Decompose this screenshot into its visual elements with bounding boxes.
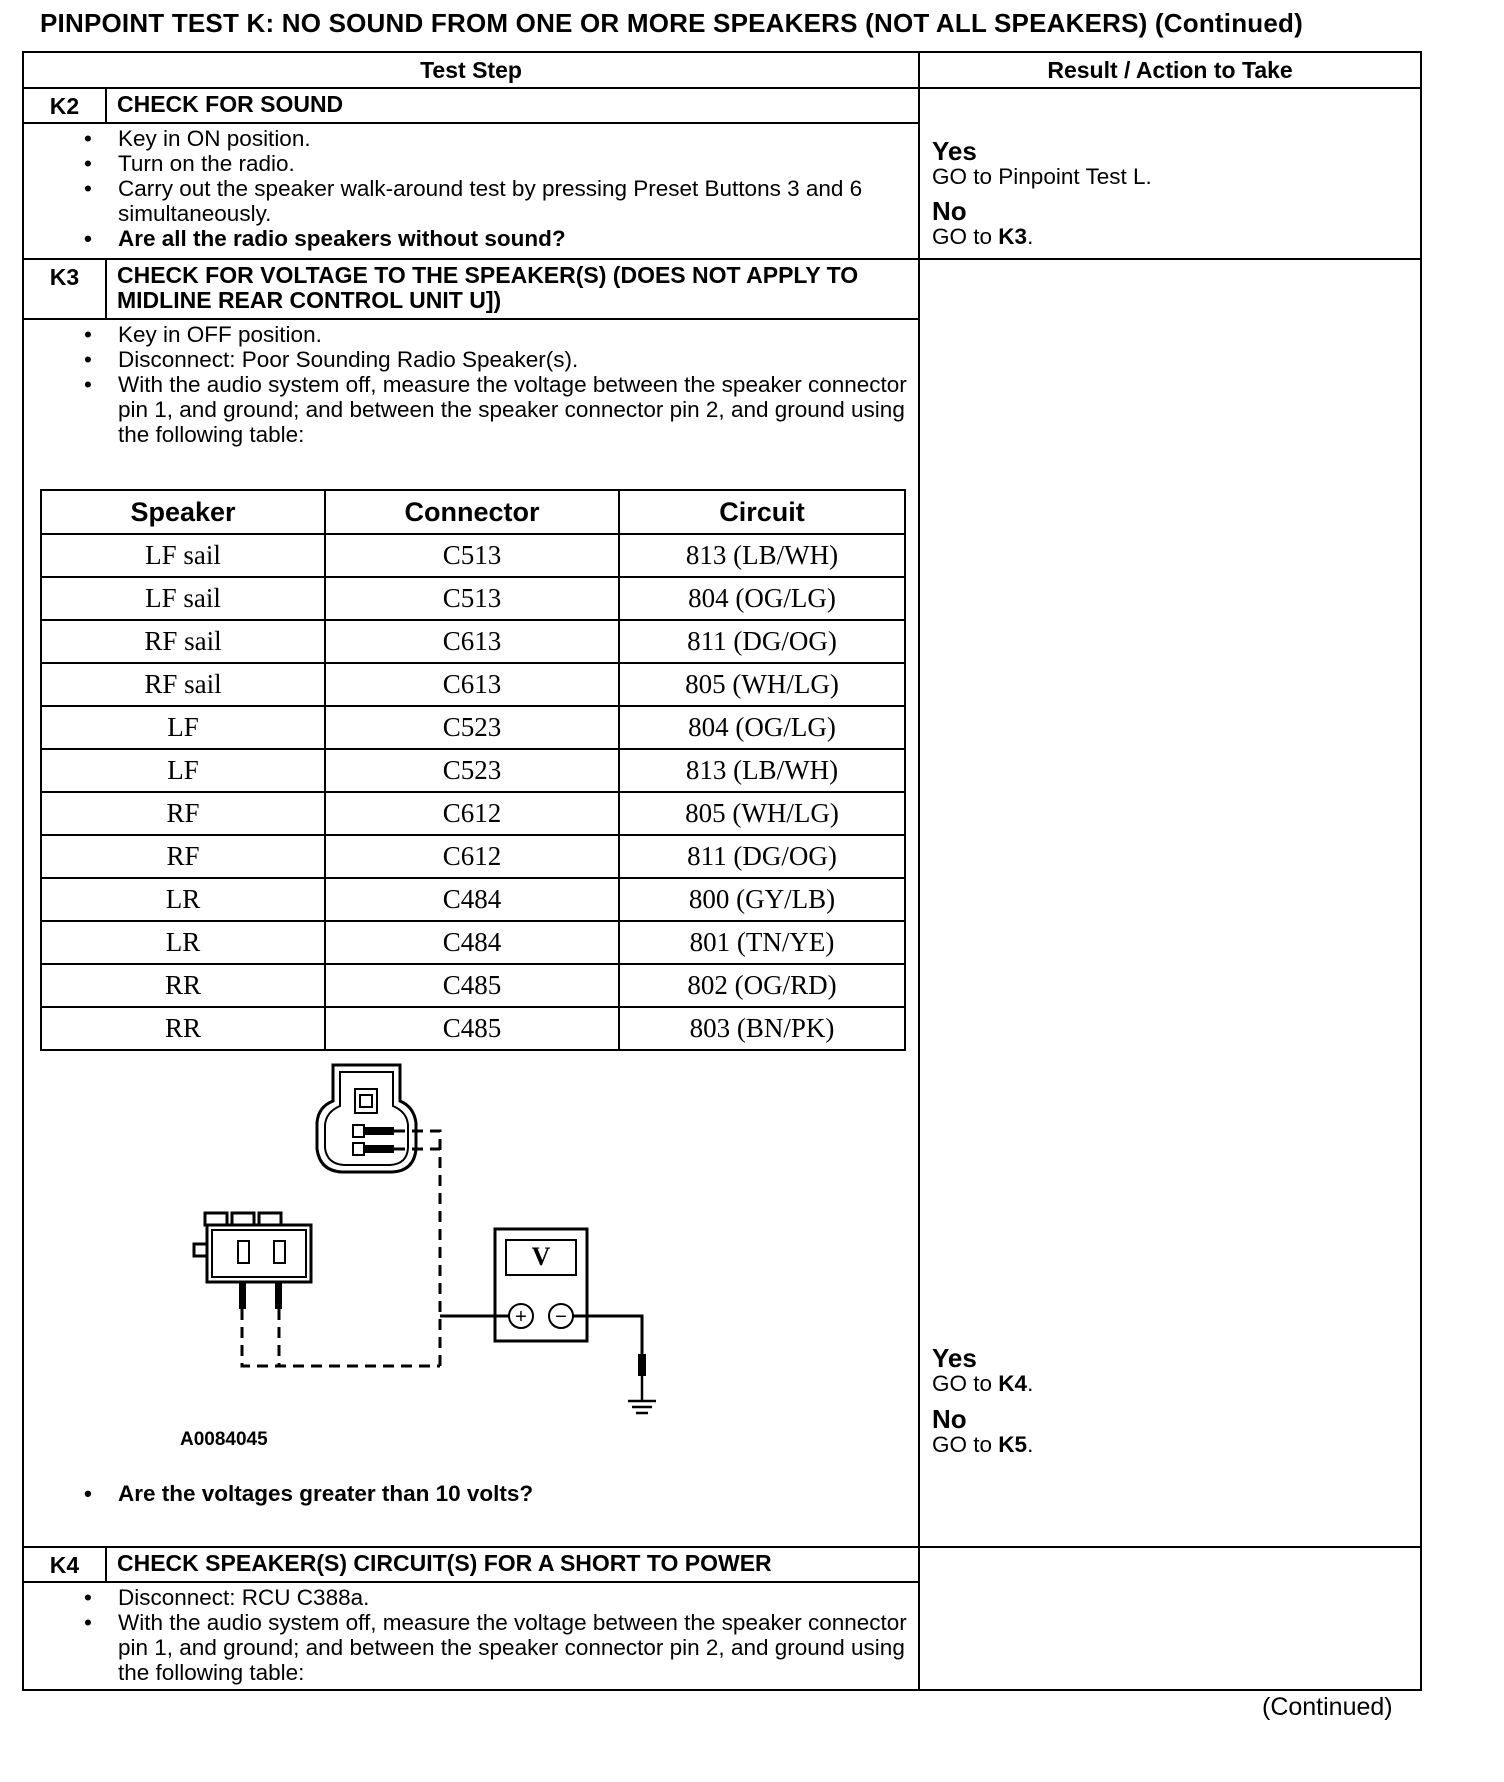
k3-no-block	[932, 1405, 1033, 1457]
k2-step-body	[23, 123, 919, 259]
connector-cell: C485	[325, 964, 619, 1007]
header-row	[23, 52, 1421, 88]
k3-result-cell	[919, 259, 1421, 1547]
k4-bullet-list	[24, 1585, 918, 1685]
speaker-column-header: Speaker	[41, 490, 325, 534]
figure-id: A0084045	[180, 1429, 268, 1450]
pinpoint-test-table	[22, 51, 1422, 1691]
speaker-connector-table	[40, 489, 906, 1051]
list-item: • Turn on the radio.	[118, 151, 918, 176]
list-item: • Key in OFF position.	[118, 322, 918, 347]
k2-no-action: GO to K3.	[932, 224, 1034, 249]
speaker-cell: RF	[41, 835, 325, 878]
table-row	[41, 964, 905, 1007]
voltage-measurement-diagram	[24, 1051, 918, 1481]
k3-title-row	[23, 259, 1421, 319]
ground-probe	[638, 1354, 646, 1376]
circuit-cell: 801 (TN/YE)	[619, 921, 905, 964]
continued-note: (Continued)	[1262, 1693, 1393, 1721]
k4-step-id: K4	[23, 1547, 106, 1582]
circuit-cell: 813 (LB/WH)	[619, 749, 905, 792]
list-item: • With the audio system off, measure the voltage between the speaker connector pin 1, and ground; and between the speaker connector pin 2, and ground using the following table:	[118, 1610, 918, 1685]
circuit-cell: 805 (WH/LG)	[619, 663, 905, 706]
table-row	[41, 1007, 905, 1050]
table-row	[41, 706, 905, 749]
k3-step-body	[23, 319, 919, 1547]
speaker-cell: LF	[41, 749, 325, 792]
circuit-cell: 804 (OG/LG)	[619, 706, 905, 749]
result-header: Result / Action to Take	[919, 52, 1421, 88]
k3-no-label: No	[932, 1404, 967, 1434]
circuit-column-header: Circuit	[619, 490, 905, 534]
table-row	[41, 878, 905, 921]
table-row	[41, 792, 905, 835]
speaker-cell: LR	[41, 921, 325, 964]
k3-question: • Are the voltages greater than 10 volts?	[118, 1481, 918, 1506]
plus-terminal: +	[515, 1306, 527, 1328]
connector-cell: C484	[325, 921, 619, 964]
page-title: PINPOINT TEST K: NO SOUND FROM ONE OR MORE SPEAKERS (NOT ALL SPEAKERS) (Continued)	[40, 8, 1303, 38]
speaker-connector-icon	[317, 1065, 416, 1172]
test-step-header: Test Step	[23, 52, 919, 88]
harness-connector-icon	[194, 1213, 311, 1282]
k2-step-id: K2	[23, 88, 106, 123]
connector-cell: C612	[325, 835, 619, 878]
k4-title-row	[23, 1547, 1421, 1582]
connector-cell: C523	[325, 749, 619, 792]
table-row	[41, 534, 905, 577]
table-row	[41, 749, 905, 792]
k2-bullet-list	[24, 126, 918, 251]
k2-question: • Are all the radio speakers without sound?	[118, 226, 918, 251]
connector-cell: C513	[325, 577, 619, 620]
speaker-cell: RF	[41, 792, 325, 835]
k3-yes-target: K4	[998, 1371, 1028, 1396]
circuit-cell: 811 (DG/OG)	[619, 835, 905, 878]
list-item: • With the audio system off, measure the voltage between the speaker connector pin 1, and ground; and between the speaker connector pin 2, and ground using the following table:	[118, 372, 918, 447]
connector-cell: C613	[325, 620, 619, 663]
list-item: • Key in ON position.	[118, 126, 918, 151]
speaker-cell: LF sail	[41, 577, 325, 620]
k2-no-block	[932, 197, 1033, 249]
k2-no-target: K3	[998, 224, 1028, 249]
list-item: • Disconnect: Poor Sounding Radio Speaker(s).	[118, 347, 918, 372]
speaker-table-body	[41, 534, 905, 1050]
table-row	[41, 663, 905, 706]
k3-bullet-list	[24, 322, 918, 447]
k3-no-action: GO to K5.	[932, 1432, 1034, 1457]
wiring-diagram-svg	[24, 1051, 837, 1481]
k3-step-title: CHECK FOR VOLTAGE TO THE SPEAKER(S) (DOES NOT APPLY TO MIDLINE REAR CONTROL UNIT U])	[106, 259, 919, 319]
table-row	[41, 620, 905, 663]
k2-yes-label: Yes	[932, 136, 977, 166]
minus-terminal: −	[555, 1306, 567, 1328]
speaker-cell: RF sail	[41, 620, 325, 663]
speaker-cell: RF sail	[41, 663, 325, 706]
list-item: • Disconnect: RCU C388a.	[118, 1585, 918, 1610]
connector-cell: C484	[325, 878, 619, 921]
k2-yes-block	[932, 137, 1152, 189]
meter-label: V	[531, 1242, 551, 1271]
list-item: • Carry out the speaker walk-around test by pressing Preset Buttons 3 and 6 simultaneously.	[118, 176, 918, 226]
k3-question-list	[24, 1481, 918, 1506]
ground-icon	[628, 1376, 656, 1413]
table-row	[41, 921, 905, 964]
connector-cell: C613	[325, 663, 619, 706]
connector-column-header: Connector	[325, 490, 619, 534]
circuit-cell: 802 (OG/RD)	[619, 964, 905, 1007]
speaker-cell: LR	[41, 878, 325, 921]
table-row	[41, 577, 905, 620]
k2-result-cell	[919, 88, 1421, 259]
circuit-cell: 803 (BN/PK)	[619, 1007, 905, 1050]
k2-step-title: CHECK FOR SOUND	[106, 88, 919, 123]
k3-yes-action: GO to K4.	[932, 1371, 1034, 1396]
speaker-cell: LF	[41, 706, 325, 749]
k4-result-cell	[919, 1547, 1421, 1690]
connector-cell: C612	[325, 792, 619, 835]
circuit-cell: 800 (GY/LB)	[619, 878, 905, 921]
speaker-cell: RR	[41, 964, 325, 1007]
speaker-connector-leads	[364, 1127, 394, 1153]
circuit-cell: 805 (WH/LG)	[619, 792, 905, 835]
table-row	[41, 835, 905, 878]
k2-title-row	[23, 88, 1421, 123]
connector-cell: C523	[325, 706, 619, 749]
k3-step-id: K3	[23, 259, 106, 319]
k4-step-body	[23, 1582, 919, 1690]
circuit-cell: 813 (LB/WH)	[619, 534, 905, 577]
k3-no-target: K5	[998, 1432, 1028, 1457]
k2-no-label: No	[932, 196, 967, 226]
k2-yes-action: GO to Pinpoint Test L.	[932, 164, 1152, 189]
k3-yes-block	[932, 1344, 1033, 1396]
harness-probe-leads	[239, 1281, 282, 1309]
connector-cell: C513	[325, 534, 619, 577]
k4-step-title: CHECK SPEAKER(S) CIRCUIT(S) FOR A SHORT TO POWER	[106, 1547, 919, 1582]
speaker-cell: LF sail	[41, 534, 325, 577]
speaker-table-header-row	[41, 490, 905, 534]
meter-wiring	[440, 1316, 642, 1356]
circuit-cell: 811 (DG/OG)	[619, 620, 905, 663]
circuit-cell: 804 (OG/LG)	[619, 577, 905, 620]
connector-cell: C485	[325, 1007, 619, 1050]
k3-yes-label: Yes	[932, 1343, 977, 1373]
speaker-cell: RR	[41, 1007, 325, 1050]
